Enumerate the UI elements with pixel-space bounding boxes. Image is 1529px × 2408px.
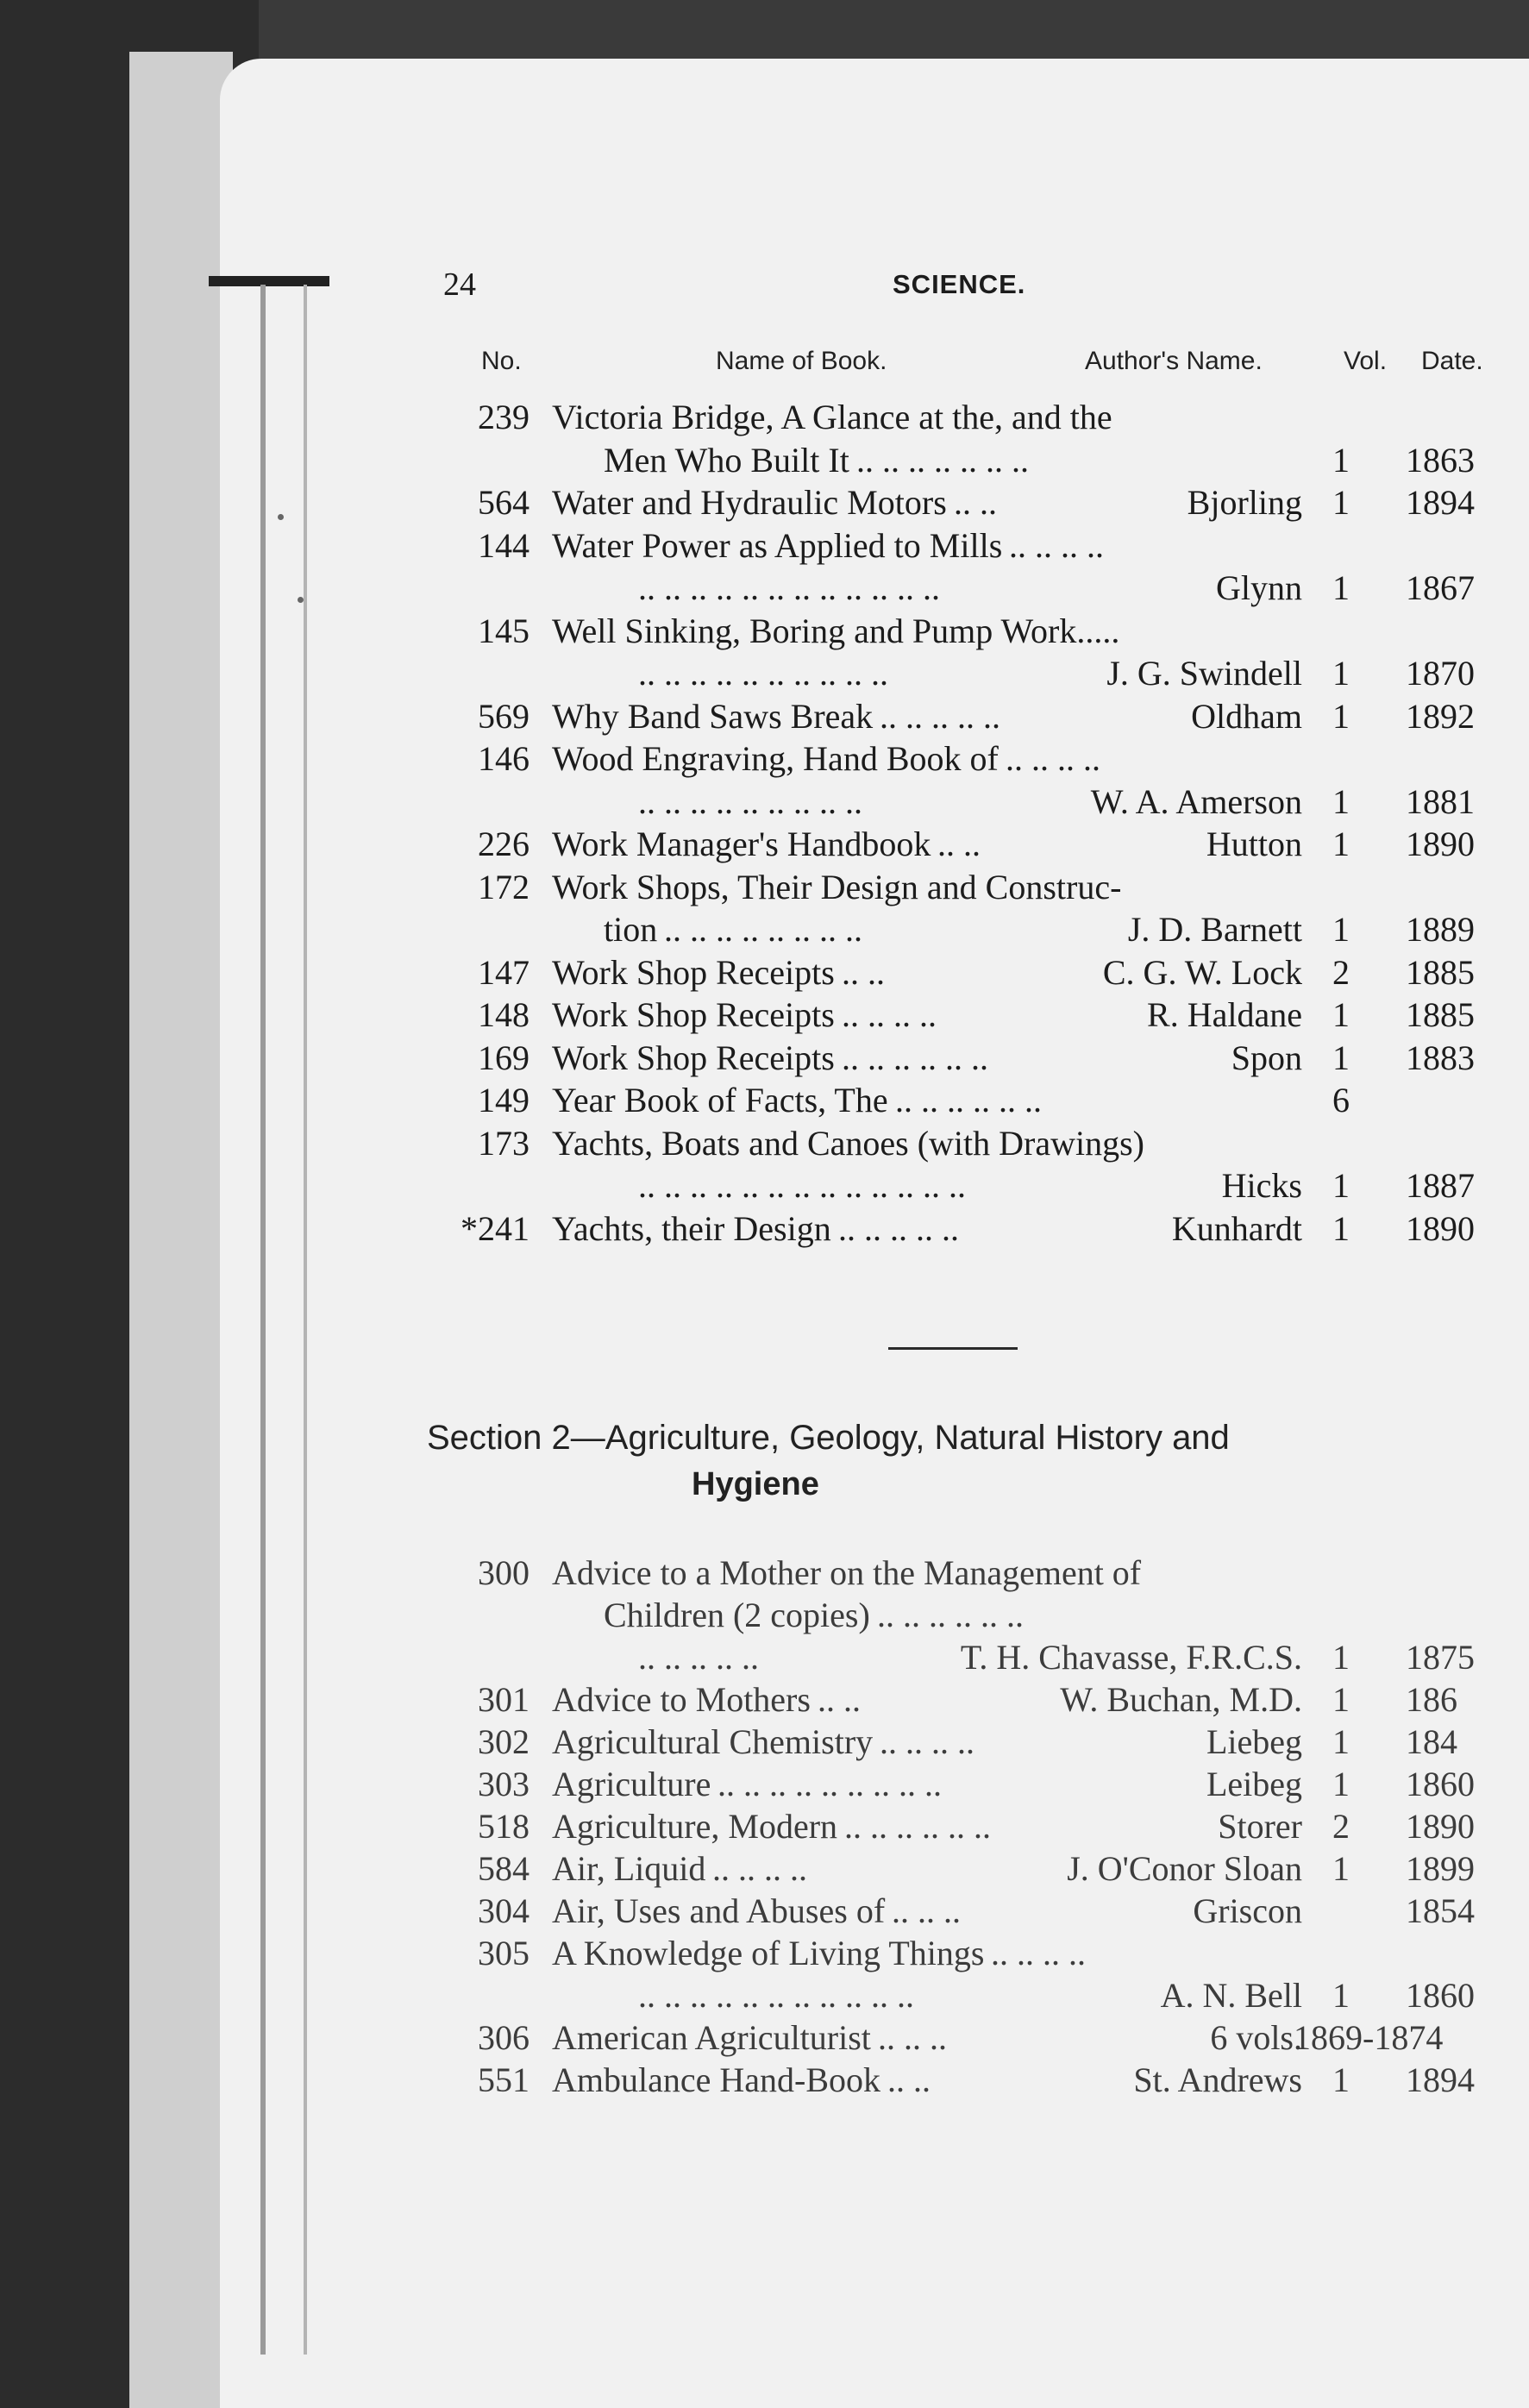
speck: [298, 597, 304, 603]
book-entry: [431, 482, 1518, 525]
book-entry: [431, 738, 1518, 781]
volume-count: 1869-1874: [1294, 2018, 1444, 2057]
publication-date: 186: [1406, 1680, 1457, 1719]
entry-number: 584: [478, 1849, 530, 1888]
book-entry: [431, 1038, 1518, 1081]
leader-dots: .. .. .. ..: [991, 1934, 1086, 1972]
leader-dots: .. .. ..: [892, 1891, 961, 1930]
author-name: 6 vols.: [1210, 2018, 1302, 2057]
column-header-name: Name of Book.: [716, 347, 887, 375]
book-title: Advice to a Mother on the Management of: [552, 1553, 1142, 1592]
book-title: Why Band Saws Break: [552, 696, 874, 736]
volume-count: 1: [1332, 2060, 1350, 2099]
leader-dots: .. .. .. .. .. .. .. .. ..: [638, 781, 862, 821]
book-entry: [431, 1933, 1518, 1976]
book-title: Wood Engraving, Hand Book of: [552, 739, 999, 778]
book-title: Ambulance Hand-Book: [552, 2060, 881, 2099]
book-title: Advice to Mothers: [552, 1680, 811, 1719]
entry-number: 148: [478, 995, 530, 1034]
volume-count: 1: [1332, 696, 1350, 736]
publication-date: 1894: [1406, 483, 1475, 522]
book-entry: [431, 867, 1518, 910]
entry-number: 569: [478, 696, 530, 736]
author-name: A. N. Bell: [1160, 1976, 1302, 2015]
volume-count: 6: [1332, 1081, 1350, 1119]
leader-dots: .. .. .. ..: [880, 1722, 974, 1761]
publication-date: 1854: [1406, 1891, 1475, 1930]
book-entry: [431, 1891, 1518, 1934]
book-title: Agricultural Chemistry: [552, 1722, 874, 1761]
volume-count: 1: [1332, 1208, 1350, 1248]
leader-dots: .. .. .. ..: [1006, 739, 1100, 778]
volume-count: 1: [1332, 910, 1350, 949]
binding-line-inner: [304, 285, 307, 2355]
publication-date: 1875: [1406, 1638, 1475, 1677]
book-title: American Agriculturist: [552, 2018, 871, 2057]
publication-date: 184: [1406, 1722, 1457, 1761]
section-heading: Section 2—Agriculture, Geology, Natural History and: [427, 1419, 1230, 1457]
volume-count: 1: [1332, 1722, 1350, 1761]
book-title: Work Shops, Their Design and Construc-: [552, 867, 1122, 906]
leader-dots: .. ..: [818, 1680, 861, 1719]
leader-dots: .. .. .. .. ..: [638, 1638, 759, 1677]
entry-number: 551: [478, 2060, 530, 2099]
book-title: Agriculture: [552, 1765, 711, 1803]
volume-count: 1: [1332, 1849, 1350, 1888]
author-name: W. Buchan, M.D.: [1060, 1680, 1302, 1719]
leader-dots: .. .. .. ..: [712, 1849, 807, 1888]
entry-number: 149: [478, 1081, 530, 1119]
leader-dots: .. .. .. .. ..: [838, 1208, 959, 1248]
film-edge: [129, 52, 233, 2408]
publication-date: 1892: [1406, 696, 1475, 736]
leader-dots: .. .. .. .. .. ..: [895, 1081, 1042, 1119]
author-name: Hicks: [1221, 1166, 1302, 1205]
book-title: Victoria Bridge, A Glance at the, and the: [552, 398, 1112, 436]
author-name: Spon: [1231, 1038, 1302, 1077]
book-entry: [431, 1721, 1518, 1765]
book-title: Year Book of Facts, The: [552, 1081, 888, 1119]
publication-date: 1890: [1406, 825, 1475, 863]
speck: [278, 514, 284, 520]
author-name: C. G. W. Lock: [1102, 952, 1302, 992]
leader-dots: .. .. .. .. .. .. .. .. .. .. ..: [638, 1976, 914, 2015]
book-entry: [431, 1552, 1518, 1596]
book-entry-continuation: [431, 653, 1518, 696]
publication-date: 1899: [1406, 1849, 1475, 1888]
book-entry: [431, 397, 1518, 440]
book-title: Air, Liquid: [552, 1849, 706, 1888]
entry-number: 304: [478, 1891, 530, 1930]
page-number: 24: [443, 267, 476, 303]
publication-date: 1885: [1406, 952, 1475, 992]
publication-date: 1881: [1406, 781, 1475, 821]
entry-number: 146: [478, 739, 530, 778]
book-title: Yachts, their Design: [552, 1208, 831, 1248]
book-entry-continuation: [431, 1975, 1518, 2018]
book-entry-continuation: [431, 1165, 1518, 1208]
publication-date: 1885: [1406, 995, 1475, 1034]
volume-count: 1: [1332, 1976, 1350, 2015]
entry-number: *241: [461, 1208, 530, 1248]
publication-date: 1887: [1406, 1166, 1475, 1205]
volume-count: 1: [1332, 440, 1350, 480]
book-entry: [431, 1679, 1518, 1722]
volume-count: 1: [1332, 568, 1350, 607]
volume-count: 1: [1332, 1638, 1350, 1677]
book-title: Work Shop Receipts: [552, 995, 835, 1034]
publication-date: 1890: [1406, 1807, 1475, 1846]
book-entry: [431, 1848, 1518, 1891]
leader-dots: .. .. .. ..: [1009, 525, 1104, 565]
author-name: Kunhardt: [1171, 1208, 1302, 1248]
publication-date: 1863: [1406, 440, 1475, 480]
book-entry: [431, 1806, 1518, 1849]
author-name: Griscon: [1193, 1891, 1302, 1930]
entry-number: 145: [478, 611, 530, 650]
author-name: Storer: [1218, 1807, 1302, 1846]
book-title: Men Who Built It: [604, 440, 849, 480]
entry-number: 172: [478, 867, 530, 906]
entry-number: 173: [478, 1123, 530, 1163]
leader-dots: .. .. .. .. .. ..: [844, 1807, 991, 1846]
book-title: Work Manager's Handbook: [552, 825, 931, 863]
entry-number: 518: [478, 1807, 530, 1846]
book-title: A Knowledge of Living Things: [552, 1934, 985, 1972]
leader-dots: .. .. ..: [878, 2018, 947, 2057]
book-entry: [431, 952, 1518, 995]
binding-line: [260, 285, 266, 2355]
book-entry: [431, 525, 1518, 568]
publication-date: 1883: [1406, 1038, 1475, 1077]
book-entry: [431, 1123, 1518, 1166]
entry-number: 301: [478, 1680, 530, 1719]
volume-count: 2: [1332, 952, 1350, 992]
volume-count: 1: [1332, 781, 1350, 821]
volume-count: 1: [1332, 1765, 1350, 1803]
author-name: J. D. Barnett: [1127, 910, 1302, 949]
volume-count: 2: [1332, 1807, 1350, 1846]
book-entry: [431, 994, 1518, 1038]
author-name: Liebeg: [1206, 1722, 1302, 1761]
leader-dots: .. .. .. ..: [842, 995, 937, 1034]
book-title: Children (2 copies): [604, 1596, 870, 1634]
leader-dots: .. ..: [842, 952, 885, 992]
author-name: T. H. Chavasse, F.R.C.S.: [960, 1638, 1302, 1677]
author-name: J. O'Conor Sloan: [1067, 1849, 1302, 1888]
column-header-no: No.: [481, 347, 522, 375]
book-entry: [431, 824, 1518, 867]
book-entry: [431, 696, 1518, 739]
column-header-author: Author's Name.: [1085, 347, 1263, 375]
book-title: tion: [604, 910, 658, 949]
book-entry: [431, 1764, 1518, 1807]
binding-mark: [209, 276, 329, 286]
book-entry-continuation: [431, 909, 1518, 952]
publication-date: 1867: [1406, 568, 1475, 607]
book-entry: [431, 2017, 1518, 2060]
entry-number: 564: [478, 483, 530, 522]
publication-date: 1870: [1406, 654, 1475, 693]
leader-dots: .. ..: [937, 825, 981, 863]
entry-number: 144: [478, 525, 530, 565]
entry-number: 300: [478, 1553, 530, 1592]
leader-dots: .. .. .. .. .. .. ..: [856, 440, 1029, 480]
entry-number: 305: [478, 1934, 530, 1972]
column-header-date: Date.: [1421, 347, 1483, 375]
book-entry: [431, 611, 1518, 654]
book-title: Agriculture, Modern: [552, 1807, 838, 1846]
volume-count: 1: [1332, 483, 1350, 522]
author-name: J. G. Swindell: [1106, 654, 1302, 693]
leader-dots: .. .. .. .. .. .. .. .. ..: [718, 1765, 942, 1803]
book-title: Water Power as Applied to Mills: [552, 525, 1003, 565]
volume-count: 1: [1332, 654, 1350, 693]
publication-date: 1860: [1406, 1976, 1475, 2015]
publication-date: 1894: [1406, 2060, 1475, 2099]
volume-count: 1: [1332, 1166, 1350, 1205]
book-title: Well Sinking, Boring and Pump Work.....: [552, 611, 1120, 650]
volume-count: 1: [1332, 1038, 1350, 1077]
author-name: R. Haldane: [1147, 995, 1302, 1034]
entry-number: 303: [478, 1765, 530, 1803]
entry-number: 239: [478, 398, 530, 436]
publication-date: 1889: [1406, 910, 1475, 949]
book-entry: [431, 2060, 1518, 2103]
leader-dots: .. .. .. .. .. .. .. .. .. ..: [638, 654, 888, 693]
volume-count: 1: [1332, 1680, 1350, 1719]
leader-dots: .. ..: [954, 483, 997, 522]
book-title: Yachts, Boats and Canoes (with Drawings): [552, 1123, 1144, 1163]
book-title: Air, Uses and Abuses of: [552, 1891, 886, 1930]
book-entry-continuation: [431, 1595, 1518, 1638]
book-title: Work Shop Receipts: [552, 1038, 835, 1077]
author-name: Hutton: [1206, 825, 1302, 863]
leader-dots: .. .. .. .. .. .. .. .. .. .. .. .. ..: [638, 1166, 966, 1205]
author-name: Bjorling: [1187, 483, 1302, 522]
author-name: Oldham: [1191, 696, 1302, 736]
section-divider: [888, 1347, 1018, 1350]
publication-date: 1890: [1406, 1208, 1475, 1248]
leader-dots: .. .. .. .. .. .. .. ..: [664, 910, 862, 949]
book-title: Water and Hydraulic Motors: [552, 483, 947, 522]
publication-date: 1860: [1406, 1765, 1475, 1803]
column-header-vol: Vol.: [1344, 347, 1388, 375]
leader-dots: .. .. .. .. .. ..: [877, 1596, 1024, 1634]
entry-number: 169: [478, 1038, 530, 1077]
author-name: St. Andrews: [1133, 2060, 1302, 2099]
author-name: Glynn: [1216, 568, 1302, 607]
running-head: SCIENCE.: [893, 269, 1026, 299]
author-name: Leibeg: [1206, 1765, 1302, 1803]
book-entry-continuation: [431, 440, 1518, 483]
leader-dots: .. .. .. .. ..: [880, 696, 1000, 736]
leader-dots: .. .. .. .. .. ..: [842, 1038, 988, 1077]
section-heading-continued: Hygiene: [692, 1466, 819, 1502]
book-entry: [431, 1080, 1518, 1123]
leader-dots: .. .. .. .. .. .. .. .. .. .. .. ..: [638, 568, 940, 607]
volume-count: 1: [1332, 995, 1350, 1034]
entry-number: 302: [478, 1722, 530, 1761]
book-entry-continuation: [431, 781, 1518, 825]
leader-dots: .. ..: [887, 2060, 931, 2099]
book-title: Work Shop Receipts: [552, 952, 835, 992]
entry-number: 147: [478, 952, 530, 992]
book-entry-continuation: [431, 568, 1518, 611]
entry-number: 226: [478, 825, 530, 863]
author-name: W. A. Amerson: [1090, 781, 1302, 821]
book-entry-continuation: [431, 1637, 1518, 1680]
entry-number: 306: [478, 2018, 530, 2057]
book-entry: [431, 1208, 1518, 1251]
volume-count: 1: [1332, 825, 1350, 863]
